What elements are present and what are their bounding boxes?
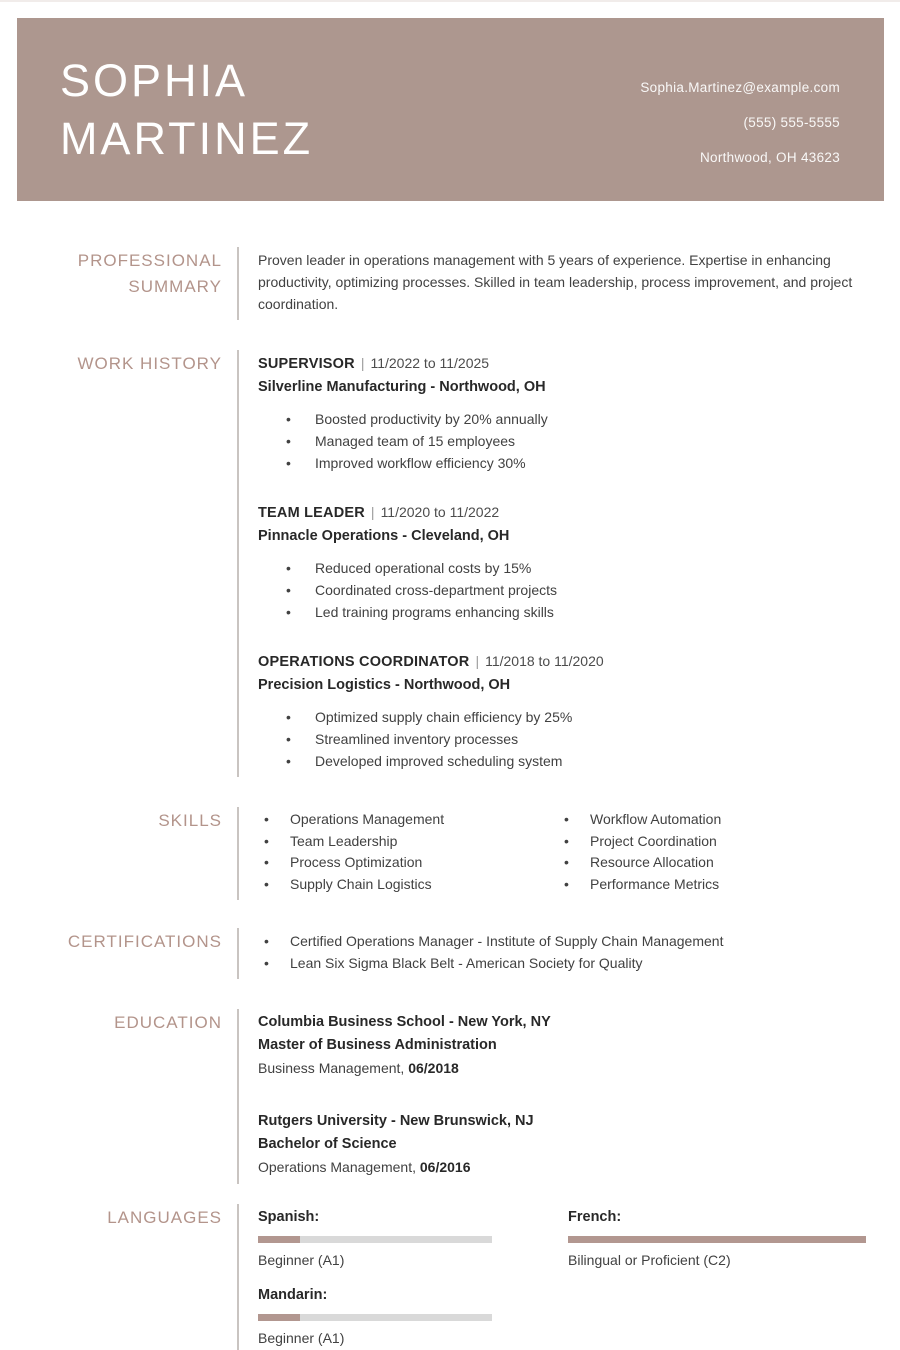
section-certifications bbox=[0, 928, 870, 979]
education-date: 06/2016 bbox=[419, 1159, 471, 1175]
job-bullet: • Streamlined inventory processes bbox=[258, 728, 870, 750]
job-company: Precision Logistics - Northwood, OH bbox=[258, 677, 511, 693]
skills-list bbox=[558, 809, 858, 895]
job-bullet: • Led training programs enhancing skills bbox=[258, 601, 870, 623]
education-school: Rutgers University - New Brunswick, NJ bbox=[258, 1113, 534, 1129]
section-label-certifications: CERTIFICATIONS bbox=[67, 932, 222, 951]
skills-column-2 bbox=[558, 809, 858, 895]
resume-body bbox=[0, 201, 900, 1350]
job-bullet: • Improved workflow efficiency 30% bbox=[258, 452, 870, 474]
section-education bbox=[0, 1009, 870, 1184]
education-content bbox=[237, 1009, 870, 1184]
job-separator: | bbox=[475, 653, 480, 669]
education-date: 06/2018 bbox=[408, 1060, 459, 1076]
job-dates: 11/2018 to 11/2020 bbox=[485, 653, 604, 669]
job-bullet: • Optimized supply chain efficiency by 25% bbox=[258, 706, 870, 728]
education-field: Operations Management, bbox=[258, 1159, 416, 1175]
language-name: Mandarin: bbox=[258, 1287, 328, 1303]
language-progress-fill bbox=[258, 1236, 300, 1243]
skill-item: • Team Leadership bbox=[258, 831, 558, 853]
education-field-line bbox=[258, 1156, 870, 1179]
job-bullet: • Developed improved scheduling system bbox=[258, 750, 870, 772]
language-level: Beginner (A1) bbox=[258, 1330, 345, 1346]
education-field: Business Management, bbox=[258, 1060, 405, 1076]
certifications-list bbox=[258, 930, 870, 974]
skill-item: • Project Coordination bbox=[558, 831, 858, 853]
skill-item: • Resource Allocation bbox=[558, 852, 858, 874]
job-dates: 11/2022 to 11/2025 bbox=[370, 355, 490, 371]
language-name: French: bbox=[568, 1209, 622, 1225]
contact-email: Sophia.Martinez@example.com bbox=[640, 80, 840, 95]
job-company: Pinnacle Operations - Cleveland, OH bbox=[258, 528, 510, 544]
section-languages bbox=[0, 1204, 870, 1350]
name-first: SOPHIA bbox=[60, 55, 249, 106]
skills-content bbox=[237, 807, 870, 900]
job-bullet-list bbox=[258, 408, 870, 474]
language-level: Beginner (A1) bbox=[258, 1252, 345, 1268]
language-level: Bilingual or Proficient (C2) bbox=[568, 1252, 731, 1268]
education-entry bbox=[258, 1011, 870, 1080]
section-work-history bbox=[0, 350, 870, 777]
name-block bbox=[60, 52, 313, 168]
language-entry bbox=[568, 1206, 870, 1271]
job-entry bbox=[258, 650, 870, 772]
job-title-line bbox=[258, 501, 870, 525]
job-bullet: • Coordinated cross-department projects bbox=[258, 579, 870, 601]
job-bullet-list bbox=[258, 557, 870, 623]
job-separator: | bbox=[360, 355, 365, 371]
skill-item: • Performance Metrics bbox=[558, 874, 858, 896]
job-title-line bbox=[258, 650, 870, 674]
section-label-work-history: WORK HISTORY bbox=[77, 354, 222, 373]
job-title: SUPERVISOR bbox=[258, 356, 355, 372]
language-progress-fill bbox=[258, 1314, 300, 1321]
language-entry bbox=[258, 1284, 568, 1349]
language-progress-fill bbox=[568, 1236, 866, 1243]
language-progress-track bbox=[568, 1236, 866, 1243]
job-bullet: • Boosted productivity by 20% annually bbox=[258, 408, 870, 430]
certifications-content bbox=[237, 928, 870, 979]
language-progress-track bbox=[258, 1236, 492, 1243]
job-entry bbox=[258, 352, 870, 474]
contact-location: Northwood, OH 43623 bbox=[699, 150, 840, 165]
section-label-professional-summary: PROFESSIONAL SUMMARY bbox=[77, 251, 222, 296]
section-label-skills: SKILLS bbox=[158, 811, 222, 830]
name-last: MARTINEZ bbox=[60, 113, 314, 164]
education-degree: Bachelor of Science bbox=[258, 1136, 397, 1152]
education-field-line bbox=[258, 1057, 870, 1080]
job-title-line bbox=[258, 352, 870, 376]
job-entry bbox=[258, 501, 870, 623]
job-bullet: • Reduced operational costs by 15% bbox=[258, 557, 870, 579]
language-progress-track bbox=[258, 1314, 492, 1321]
language-entry bbox=[258, 1206, 568, 1271]
education-degree: Master of Business Administration bbox=[258, 1037, 497, 1053]
job-separator: | bbox=[370, 504, 375, 520]
language-name: Spanish: bbox=[258, 1209, 320, 1225]
job-dates: 11/2020 to 11/2022 bbox=[380, 504, 500, 520]
section-professional-summary bbox=[0, 247, 870, 320]
job-company: Silverline Manufacturing - Northwood, OH bbox=[258, 379, 546, 395]
education-school: Columbia Business School - New York, NY bbox=[258, 1014, 551, 1030]
job-title: OPERATIONS COORDINATOR bbox=[258, 654, 470, 670]
section-label-languages: LANGUAGES bbox=[107, 1208, 222, 1227]
skill-item: • Workflow Automation bbox=[558, 809, 858, 831]
header-banner bbox=[17, 18, 884, 201]
languages-grid bbox=[258, 1206, 870, 1349]
contact-block bbox=[640, 70, 840, 175]
skills-columns bbox=[258, 809, 870, 895]
education-entry bbox=[258, 1110, 870, 1179]
job-bullet: • Managed team of 15 employees bbox=[258, 430, 870, 452]
skills-list bbox=[258, 809, 558, 895]
skill-item: • Operations Management bbox=[258, 809, 558, 831]
languages-content bbox=[237, 1204, 870, 1350]
contact-phone: (555) 555-5555 bbox=[743, 115, 840, 130]
section-skills bbox=[0, 807, 870, 900]
work-history-content bbox=[237, 350, 870, 777]
skills-column-1 bbox=[258, 809, 558, 895]
summary-content bbox=[237, 247, 870, 320]
certification-item: • Certified Operations Manager - Institute of Supply Chain Management bbox=[258, 930, 870, 952]
job-title: TEAM LEADER bbox=[258, 505, 365, 521]
skill-item: • Supply Chain Logistics bbox=[258, 874, 558, 896]
skill-item: • Process Optimization bbox=[258, 852, 558, 874]
job-bullet-list bbox=[258, 706, 870, 772]
section-label-education: EDUCATION bbox=[114, 1013, 222, 1032]
summary-text: Proven leader in operations management with 5 years of experience. Expertise in enhancing productivity, optimizing processes. Skilled in team leadership, process improvement, and project coordination. bbox=[258, 252, 853, 312]
certification-item: • Lean Six Sigma Black Belt - American Society for Quality bbox=[258, 952, 870, 974]
